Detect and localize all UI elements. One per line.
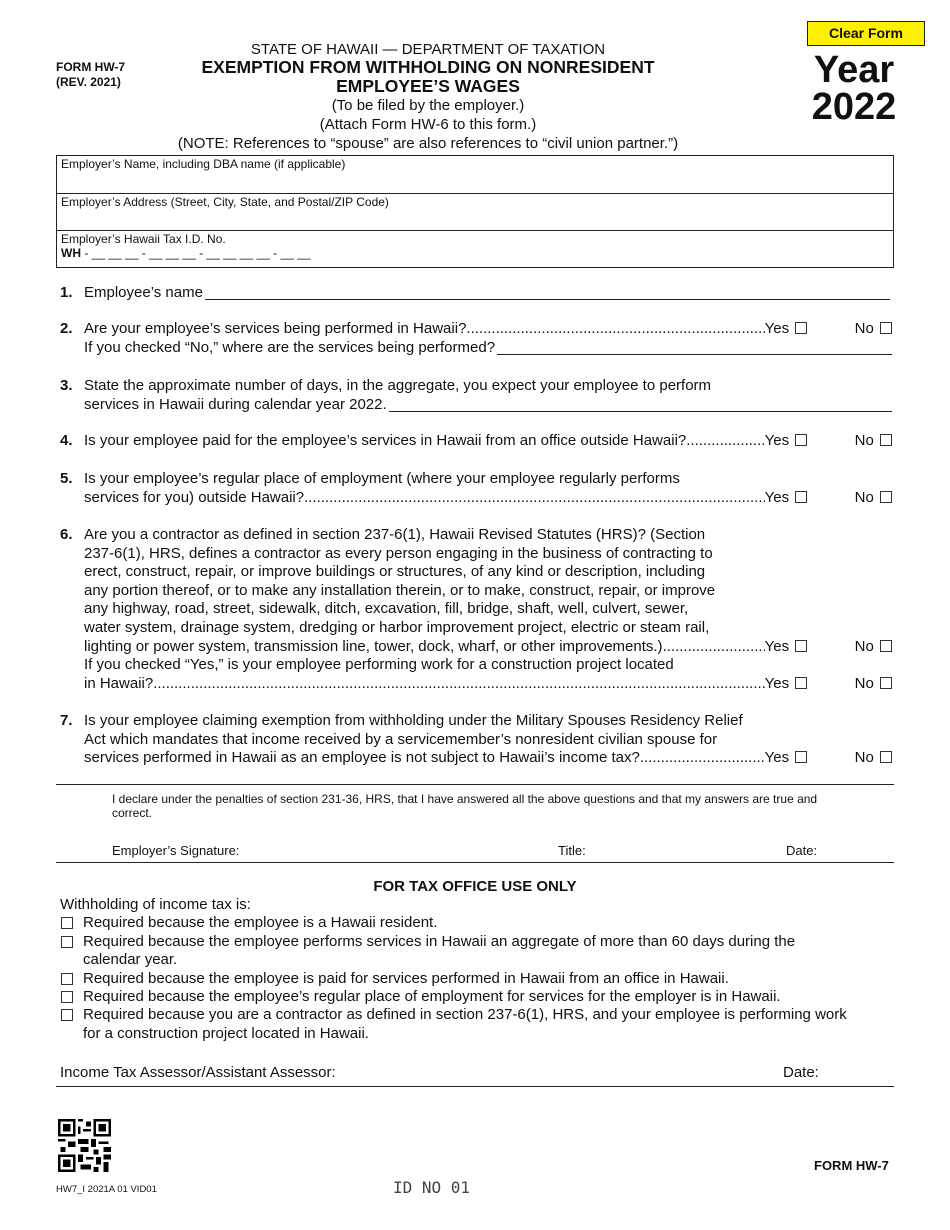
office-use-item-text: Required because the employee performs services in Hawaii an aggregate of more than 60 days during the calendar year. bbox=[83, 932, 796, 969]
office-use-checkbox[interactable] bbox=[61, 1009, 73, 1021]
office-use-item-text: Required because the employee is paid for services performed in Hawaii from an office in Hawaii. bbox=[83, 969, 729, 987]
yes-checkbox[interactable] bbox=[795, 677, 807, 689]
yes-checkbox[interactable] bbox=[795, 751, 807, 763]
question-text-line1: State the approximate number of days, in the aggregate, you expect your employee to perform bbox=[84, 377, 712, 394]
no-checkbox[interactable] bbox=[880, 640, 892, 652]
yes-checkbox[interactable] bbox=[795, 322, 807, 334]
yes-checkbox[interactable] bbox=[795, 640, 807, 652]
question-number: 7. bbox=[60, 712, 73, 729]
question-text-line2: services in Hawaii during calendar year 2022. bbox=[84, 395, 387, 413]
form-title-line2: EMPLOYEE’S WAGES bbox=[336, 76, 520, 96]
office-use-intro: Withholding of income tax is: bbox=[60, 896, 251, 913]
services-location-input[interactable] bbox=[497, 339, 892, 355]
question-number: 1. bbox=[60, 284, 73, 301]
no-checkbox[interactable] bbox=[880, 491, 892, 503]
office-use-item bbox=[60, 933, 850, 970]
form-number-label: FORM HW-7 bbox=[56, 60, 126, 74]
question-3 bbox=[60, 377, 892, 414]
wh-mask: - __ __ __ - __ __ __ - __ __ __ __ - __ __ bbox=[81, 246, 311, 260]
yes-no-group bbox=[765, 675, 892, 694]
no-checkbox[interactable] bbox=[880, 322, 892, 334]
question-7 bbox=[60, 712, 892, 768]
no-checkbox[interactable] bbox=[880, 434, 892, 446]
spouse-note: (NOTE: References to “spouse” are also references to “civil union partner.”) bbox=[177, 135, 679, 152]
yes-checkbox[interactable] bbox=[795, 491, 807, 503]
tax-year bbox=[806, 49, 902, 128]
signature-label: Employer’s Signature: bbox=[112, 843, 240, 858]
question-text-line: 237-6(1), HRS, defines a contractor as every person engaging in the business of contracting to bbox=[84, 544, 713, 562]
form-title-line1: EXEMPTION FROM WITHHOLDING ON NONRESIDENT bbox=[201, 57, 655, 77]
employer-address-label: Employer’s Address (Street, City, State, and Postal/ZIP Code) bbox=[61, 195, 389, 209]
office-use-section bbox=[60, 896, 850, 1043]
question-5 bbox=[60, 470, 892, 507]
question-number: 5. bbox=[60, 470, 73, 487]
question-text-line: water system, drainage system, dredging or harbor improvement project, electric or steam rail, bbox=[84, 618, 710, 636]
office-use-checkbox[interactable] bbox=[61, 917, 73, 929]
yes-label: Yes bbox=[764, 637, 790, 655]
office-use-checkbox[interactable] bbox=[61, 936, 73, 948]
follow-up-text-line1: If you checked “Yes,” is your employee performing work for a construction project located bbox=[84, 656, 674, 674]
question-text: Is your employee paid for the employee’s services in Hawaii from an office outside Hawaii? bbox=[84, 432, 687, 449]
office-use-heading: FOR TAX OFFICE USE ONLY bbox=[373, 878, 577, 895]
assessor-date-label: Date: bbox=[783, 1064, 819, 1081]
form-header bbox=[150, 42, 706, 153]
question-2 bbox=[60, 320, 892, 357]
assessor-rule bbox=[56, 1086, 894, 1087]
question-number: 3. bbox=[60, 377, 73, 394]
office-use-item-text: Required because the employee is a Hawaii resident. bbox=[83, 914, 438, 932]
office-use-checkbox[interactable] bbox=[61, 991, 73, 1003]
yes-no-group bbox=[765, 432, 892, 451]
yes-no-group bbox=[765, 489, 892, 508]
no-label: No bbox=[854, 320, 874, 337]
no-label: No bbox=[854, 637, 874, 655]
question-text-line2: services for you) outside Hawaii? bbox=[84, 488, 305, 506]
yes-checkbox[interactable] bbox=[795, 434, 807, 446]
yes-no-group bbox=[765, 749, 892, 768]
yes-no-group bbox=[765, 320, 892, 339]
question-text-last: lighting or power system, transmission line, tower, dock, wharf, or other improvements.) bbox=[84, 637, 663, 655]
declaration-text: I declare under the penalties of section 231-36, HRS, that I have answered all the above questions and that my answers are true and correct. bbox=[112, 792, 818, 820]
question-text-line2: Act which mandates that income received by a servicemember’s nonresident civilian spouse for bbox=[84, 730, 718, 748]
department-name: STATE OF HAWAII — DEPARTMENT OF TAXATION bbox=[250, 41, 606, 58]
question-number: 6. bbox=[60, 526, 73, 543]
year-value: 2022 bbox=[811, 86, 897, 128]
no-checkbox[interactable] bbox=[880, 751, 892, 763]
id-number: ID NO 01 bbox=[393, 1178, 471, 1197]
office-use-checkbox[interactable] bbox=[61, 973, 73, 985]
question-text-line: any highway, road, street, sidewalk, ditch, excavation, fill, bridge, shaft, well, culvert, sewer, bbox=[84, 600, 689, 618]
office-use-item-text: Required because you are a contractor as defined in section 237-6(1), HRS, and your employee is performing work for a construction project located in Hawaii. bbox=[83, 1006, 847, 1042]
assessor-label: Income Tax Assessor/Assistant Assessor: bbox=[60, 1064, 336, 1081]
question-1 bbox=[60, 284, 892, 303]
title-field[interactable] bbox=[592, 836, 772, 858]
declaration-top-rule bbox=[56, 784, 894, 785]
question-text-line1: Is your employee’s regular place of employment (where your employee regularly performs bbox=[84, 470, 680, 487]
yes-label: Yes bbox=[764, 749, 790, 767]
no-label: No bbox=[854, 432, 874, 449]
employer-taxid-label: Employer’s Hawaii Tax I.D. No. bbox=[61, 232, 226, 246]
employer-name-field[interactable] bbox=[57, 156, 893, 194]
question-text-line: erect, construct, repair, or improve buildings or structures, of any kind or description, including bbox=[84, 563, 706, 581]
question-6 bbox=[60, 526, 892, 693]
clear-form-button[interactable]: Clear Form bbox=[807, 21, 925, 46]
days-input[interactable] bbox=[389, 396, 892, 412]
form-revision: (REV. 2021) bbox=[56, 75, 121, 89]
yes-label: Yes bbox=[764, 488, 790, 506]
footer-form-number: FORM HW-7 bbox=[814, 1158, 889, 1173]
employer-name-label: Employer’s Name, including DBA name (if applicable) bbox=[61, 157, 346, 171]
office-use-item bbox=[60, 988, 850, 1006]
qr-code-icon bbox=[58, 1119, 111, 1172]
taxid-mask bbox=[57, 246, 893, 260]
employer-address-field[interactable] bbox=[57, 193, 893, 231]
follow-up-text: If you checked “No,” where are the services being performed? bbox=[84, 338, 496, 356]
question-text-line1: Is your employee claiming exemption from withholding under the Military Spouses Residency Relief bbox=[84, 712, 743, 729]
question-text-line: Are you a contractor as defined in section 237-6(1), Hawaii Revised Statutes (HRS)? (Section bbox=[84, 526, 706, 543]
attach-instruction: (Attach Form HW-6 to this form.) bbox=[319, 116, 537, 133]
no-label: No bbox=[854, 488, 874, 506]
date-field[interactable] bbox=[822, 836, 892, 858]
office-use-item bbox=[60, 1006, 850, 1043]
employer-taxid-field[interactable] bbox=[57, 230, 893, 267]
employee-name-input[interactable] bbox=[205, 284, 890, 300]
signature-field[interactable] bbox=[240, 836, 550, 858]
form-version-code: HW7_I 2021A 01 VID01 bbox=[56, 1184, 157, 1195]
no-label: No bbox=[854, 674, 874, 692]
question-number: 4. bbox=[60, 432, 73, 449]
yes-label: Yes bbox=[764, 320, 790, 337]
yes-no-group bbox=[765, 638, 892, 657]
wh-prefix: WH bbox=[61, 246, 81, 260]
question-text: Employee’s name bbox=[84, 284, 203, 301]
no-label: No bbox=[854, 749, 874, 767]
yes-label: Yes bbox=[764, 432, 790, 449]
question-text-line3: services performed in Hawaii as an employee is not subject to Hawaii’s income tax? bbox=[84, 749, 640, 767]
question-text: Are your employee’s services being performed in Hawaii? bbox=[84, 320, 467, 337]
follow-up-text-line2: in Hawaii? bbox=[84, 674, 154, 692]
office-use-item bbox=[60, 914, 850, 932]
question-number: 2. bbox=[60, 320, 73, 337]
title-label: Title: bbox=[558, 843, 586, 858]
question-4 bbox=[60, 432, 892, 451]
employer-info-box bbox=[56, 155, 894, 268]
office-use-item-text: Required because the employee’s regular place of employment for services for the employer is in Hawaii. bbox=[83, 988, 781, 1006]
date-label: Date: bbox=[786, 843, 818, 858]
declaration-bottom-rule bbox=[56, 862, 894, 863]
no-checkbox[interactable] bbox=[880, 677, 892, 689]
form-number bbox=[56, 60, 125, 90]
filing-instruction: (To be filed by the employer.) bbox=[331, 97, 525, 114]
office-use-item bbox=[60, 970, 850, 988]
question-text-line: any portion thereof, or to make any installation therein, or to make, construct, repair, or improve bbox=[84, 581, 716, 599]
year-label: Year bbox=[813, 49, 895, 91]
yes-label: Yes bbox=[764, 674, 790, 692]
